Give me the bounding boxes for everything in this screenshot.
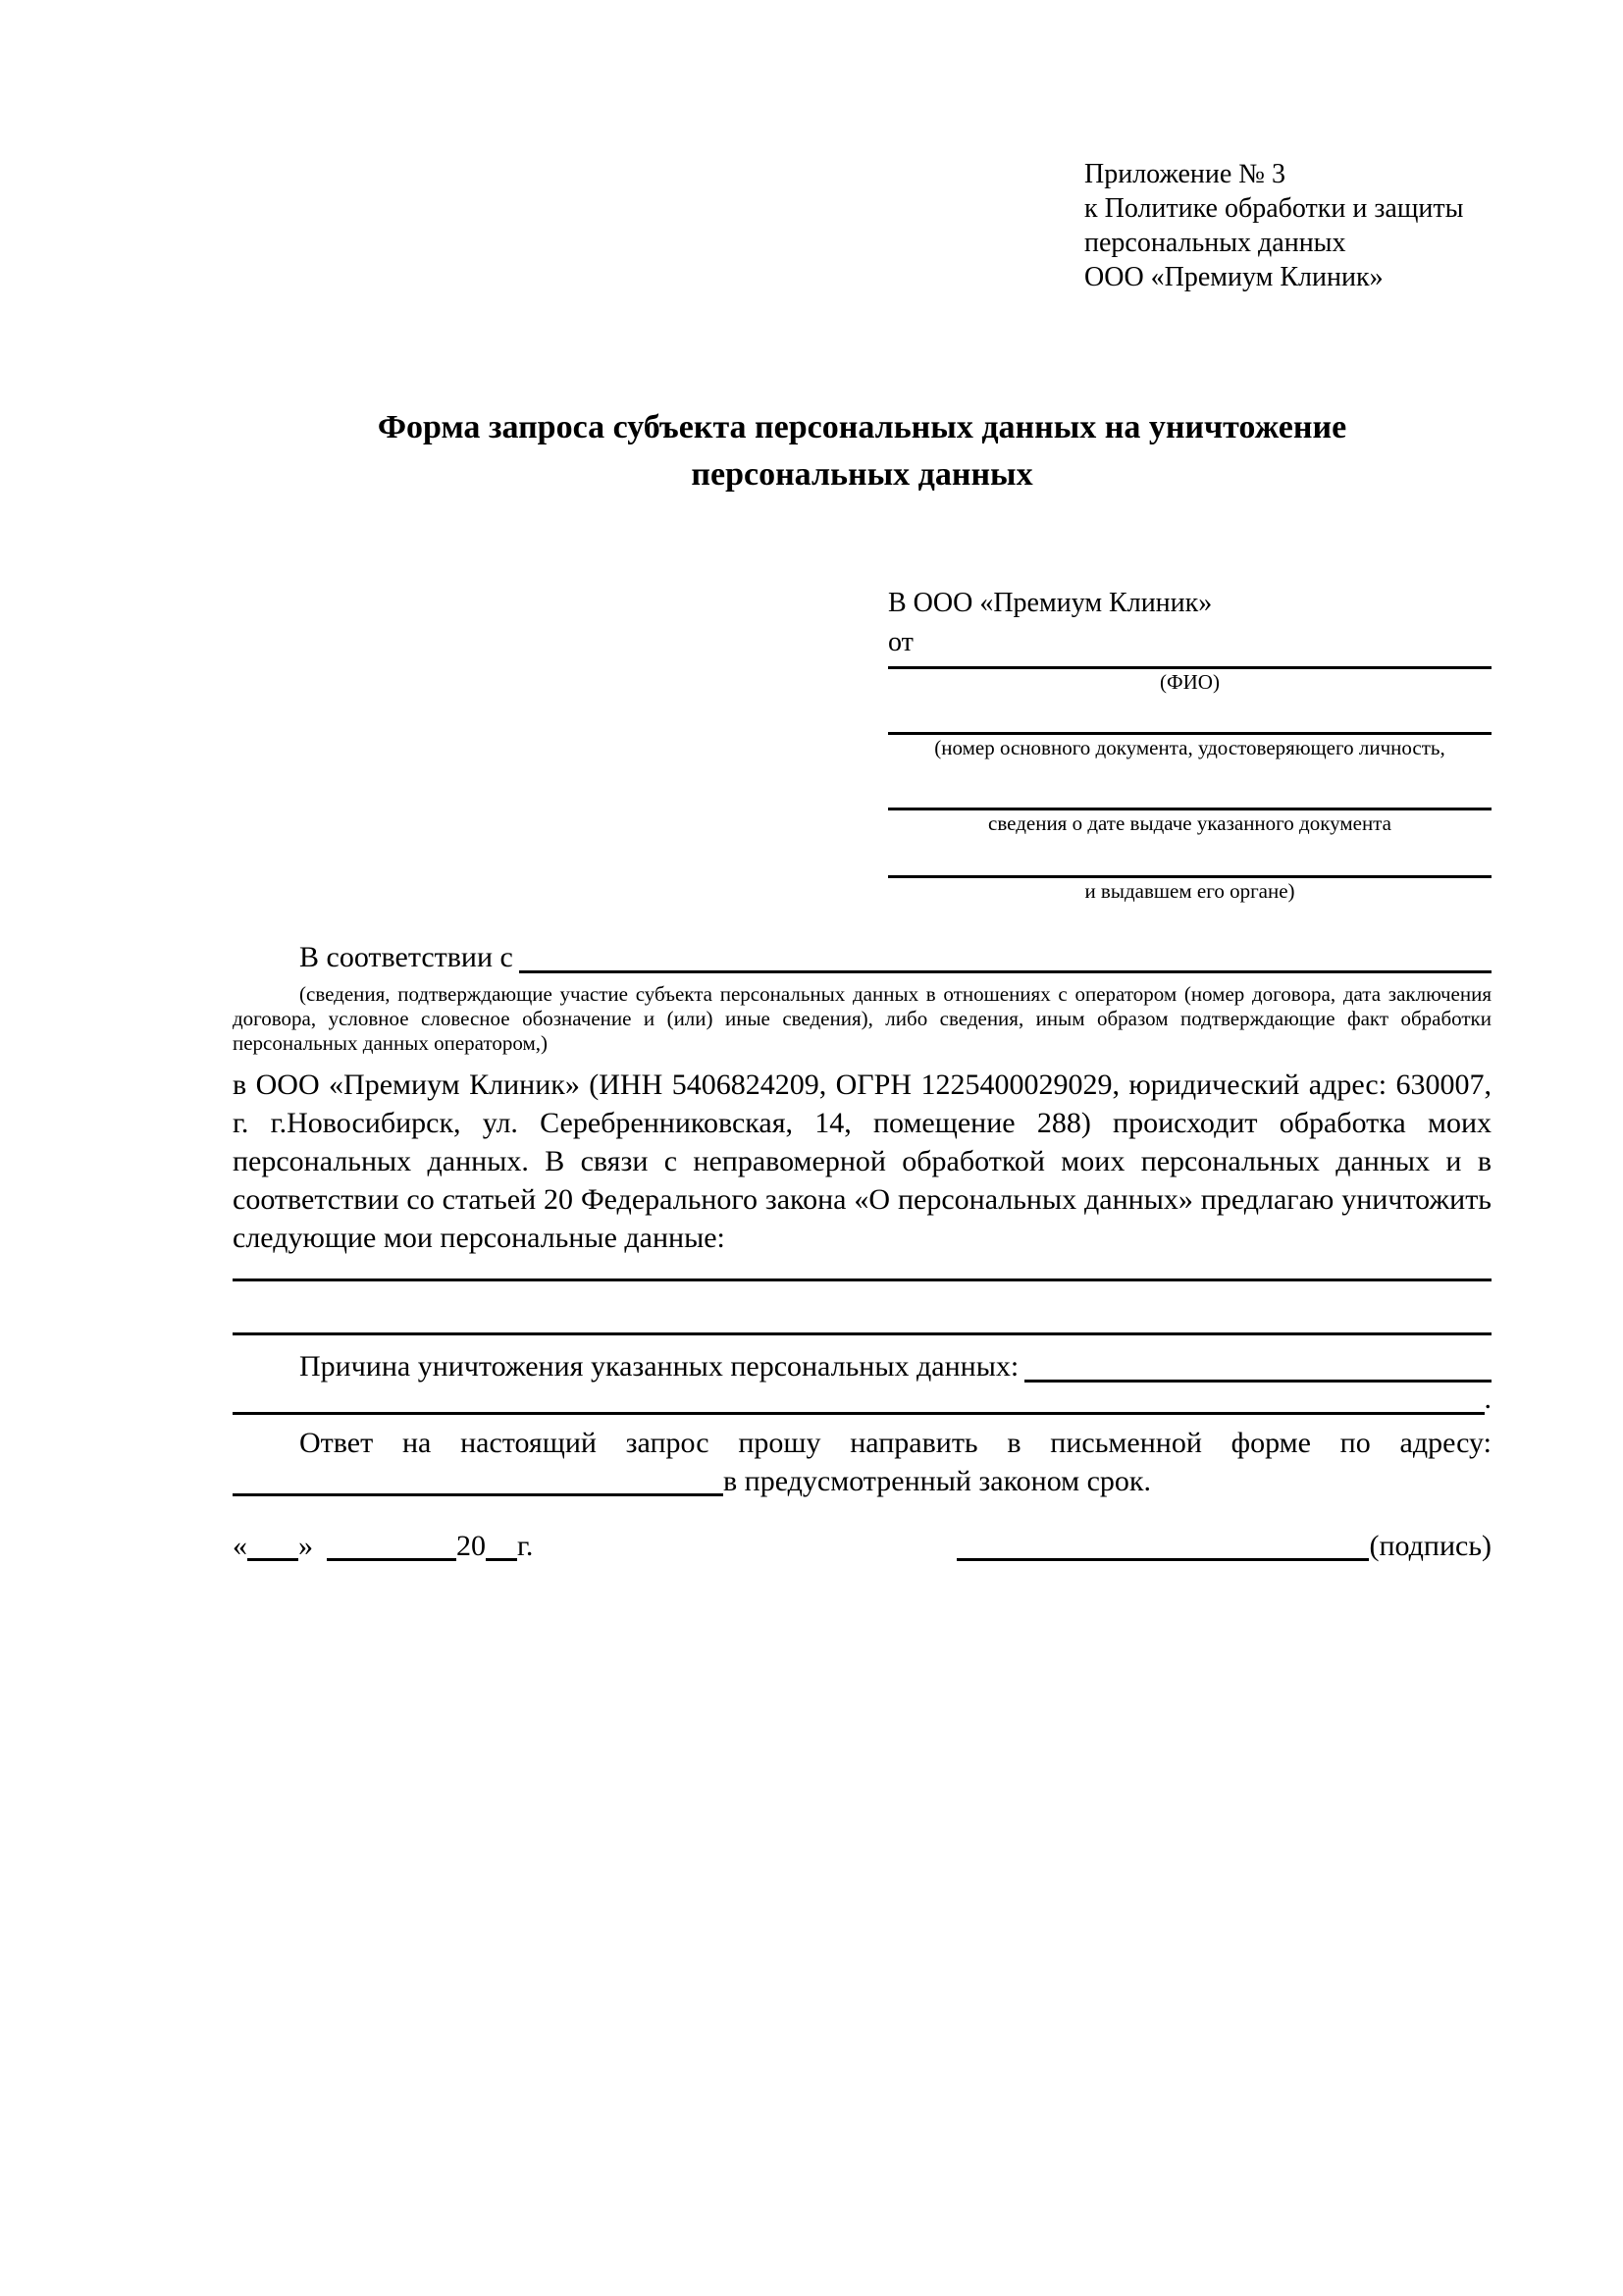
reason-label: Причина уничтожения указанных персональных данных: — [299, 1350, 1020, 1383]
date-signature-row — [233, 1527, 1492, 1565]
personal-data-blank-line-1 — [233, 1257, 1492, 1281]
header-line-4: ООО «Премиум Клиник» — [1084, 262, 1384, 292]
reply-address-blank-line — [233, 1464, 723, 1496]
header-line-1: Приложение № 3 — [1084, 159, 1285, 189]
title-line-1: Форма запроса субъекта персональных данных на уничтожение — [377, 409, 1347, 445]
year-suffix: г. — [517, 1530, 534, 1562]
reply-sentence: Ответ на настоящий запрос прошу направить в письменной форме по адресу: — [299, 1427, 1492, 1459]
header-line-2: к Политике обработки и защиты — [1084, 193, 1464, 224]
first-line-indent — [233, 938, 299, 976]
closing-guillemet: » — [298, 1530, 313, 1562]
issue-date-blank-line — [888, 802, 1492, 810]
reason-continuation-line — [233, 1380, 1492, 1418]
year-blank — [486, 1529, 517, 1561]
main-paragraph: в ООО «Премиум Клиник» (ИНН 5406824209, ОГРН 1225400029029, юридический адрес: 630007, г. г.Новосибирск, ул. Серебренниковская, 14, помещение 288) происходит обработка моих персональных данных. В связи с неправомерной обработкой моих персональных данных и в соответствии со статьей 20 Федерального закона «О персональных данных» предлагаю уничтожить следующие мои персональные данные: — [233, 1069, 1492, 1254]
signature-caption: (подпись) — [1369, 1530, 1492, 1562]
reply-tail: в предусмотренный законом срок. — [723, 1465, 1151, 1497]
fio-caption: (ФИО) — [1160, 670, 1220, 694]
document-number-caption: (номер основного документа, удостоверяющего личность, — [934, 736, 1445, 759]
sentence-period: . — [1484, 1383, 1492, 1415]
signature-blank — [957, 1529, 1369, 1561]
document-number-blank-line — [888, 726, 1492, 735]
header-line-3: персональных данных — [1084, 228, 1346, 258]
addressee-block — [888, 586, 1492, 904]
reply-paragraph — [233, 1424, 1492, 1500]
reason-blank-line — [1024, 1347, 1492, 1383]
reason-blank-line-2 — [233, 1380, 1485, 1415]
accordance-note: (сведения, подтверждающие участие субъекта персональных данных в отношениях с оператором (номер договора, дата заключения договора, условное словесное обозначение и (или) иные сведения), либо сведения, иным образом подтверждающие факт обработки персональных данных оператором,) — [233, 982, 1492, 1055]
body-block — [233, 938, 1492, 1500]
date-line — [233, 1527, 533, 1565]
appendix-header — [1084, 157, 1463, 294]
document-title — [233, 404, 1492, 498]
addressee-from-label: от — [888, 627, 914, 657]
issuing-authority-caption: и выдавшем его органе) — [1084, 879, 1295, 903]
title-line-2: персональных данных — [691, 456, 1033, 493]
issue-date-caption: сведения о дате выдаче указанного документа — [988, 811, 1391, 835]
personal-data-blank-line-2 — [233, 1281, 1492, 1335]
issuing-authority-blank-line — [888, 869, 1492, 878]
month-blank — [327, 1529, 456, 1561]
accordance-label: В соответствии с — [299, 941, 513, 973]
signature-line — [957, 1527, 1492, 1565]
fio-blank-line — [888, 660, 1492, 669]
accordance-blank-line — [519, 938, 1492, 973]
year-prefix: 20 — [456, 1530, 486, 1562]
opening-guillemet: « — [233, 1530, 247, 1562]
day-blank — [247, 1529, 298, 1561]
addressee-to: В ООО «Премиум Клиник» — [888, 588, 1213, 618]
accordance-line — [233, 938, 1492, 976]
